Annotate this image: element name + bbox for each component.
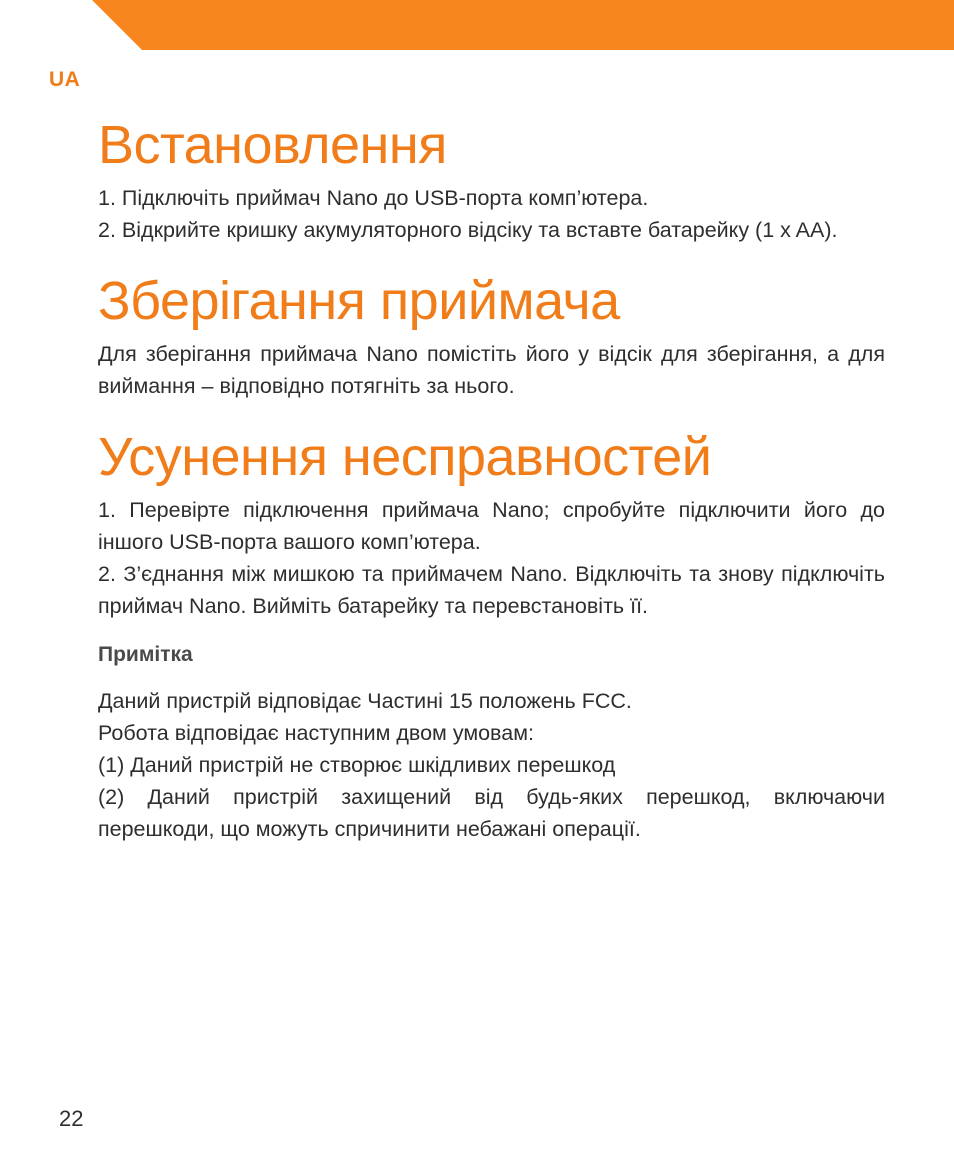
top-banner bbox=[0, 0, 954, 50]
page-number: 22 bbox=[59, 1106, 84, 1131]
fcc-line-1: Даний пристрій відповідає Частині 15 положень FCC. bbox=[98, 689, 632, 713]
note-heading: Примітка bbox=[98, 643, 193, 666]
troubleshooting-step-1: 1. Перевірте підключення приймача Nano; спробуйте підключити його до іншого USB-порта вашого комп’ютера. bbox=[98, 498, 885, 554]
storage-body bbox=[98, 338, 885, 402]
fcc-line-4: (2) Даний пристрій захищений від будь-яких перешкод, включаючи перешкоди, що можуть спричинити небажані операції. bbox=[98, 785, 885, 841]
troubleshooting-steps bbox=[98, 494, 885, 622]
install-step-2: 2. Відкрийте кришку акумуляторного відсіку та вставте батарейку (1 x AA). bbox=[98, 218, 838, 242]
fcc-note bbox=[98, 685, 885, 845]
install-step-1: 1. Підключіть приймач Nano до USB-порта комп’ютера. bbox=[98, 186, 649, 210]
storage-heading: Зберігання приймача bbox=[98, 271, 620, 331]
install-steps bbox=[98, 182, 885, 246]
storage-text: Для зберігання приймача Nano помістіть його у відсік для зберігання, а для виймання – відповідно потягніть за нього. bbox=[98, 342, 885, 398]
fcc-line-2: Робота відповідає наступним двом умовам: bbox=[98, 721, 534, 745]
install-heading: Встановлення bbox=[98, 115, 447, 175]
troubleshooting-heading: Усунення несправностей bbox=[98, 427, 712, 487]
troubleshooting-step-2: 2. З’єднання між мишкою та приймачем Nano. Відключіть та знову підключіть приймач Nano. Вийміть батарейку та перевстановіть її. bbox=[98, 562, 885, 618]
language-code: UA bbox=[49, 68, 81, 91]
fcc-line-3: (1) Даний пристрій не створює шкідливих перешкод bbox=[98, 753, 616, 777]
main-content bbox=[98, 108, 885, 845]
